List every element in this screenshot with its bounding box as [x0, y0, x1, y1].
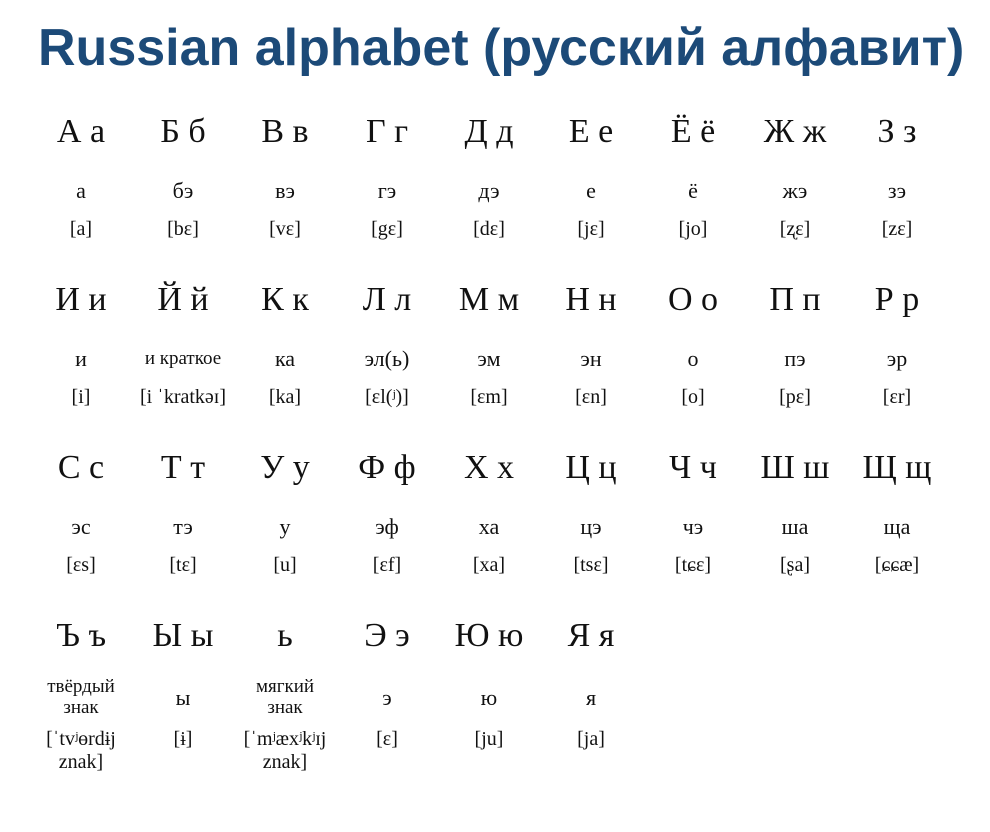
letter-name: цэ [580, 513, 602, 539]
letter-glyph: З з [877, 113, 917, 150]
letter-ipa: [tɕɛ] [674, 554, 712, 576]
letter-ipa: [a] [69, 218, 93, 240]
letter-glyph: Ц ц [565, 449, 617, 486]
letter-glyph: Д д [464, 113, 514, 150]
letter-glyph: Ю ю [454, 617, 524, 654]
letter-glyph: С с [57, 449, 105, 486]
letter-glyph: А а [56, 113, 106, 150]
letter-name: жэ [782, 177, 808, 203]
letter-ipa: [tɛ] [169, 554, 197, 576]
letter-glyph: Ъ ъ [55, 617, 107, 654]
letter-name: дэ [478, 177, 500, 203]
letter-cell-ze [846, 100, 948, 268]
letter-glyph: Л л [362, 281, 412, 318]
letter-cell-a [30, 100, 132, 268]
letter-glyph: Т т [160, 449, 206, 486]
letter-name: е [586, 177, 596, 203]
letter-glyph: У у [260, 449, 310, 486]
letter-cell-ye [540, 100, 642, 268]
letter-ipa: [ɨ] [173, 728, 193, 750]
letter-glyph: Х х [463, 449, 515, 486]
letter-ipa: [ɛl(ʲ)] [365, 386, 409, 408]
letter-glyph: Ж ж [763, 113, 827, 150]
letter-name: о [687, 345, 699, 371]
letter-cell-ya [540, 604, 642, 798]
letter-name: у [279, 513, 291, 539]
letter-name: э [382, 684, 392, 710]
letter-ipa: [ɛ] [376, 728, 398, 750]
letter-glyph: П п [769, 281, 821, 318]
letter-ipa: [gɛ] [371, 218, 403, 240]
letter-glyph: Ф ф [358, 449, 416, 486]
letter-name: ё [688, 177, 698, 203]
letter-name: бэ [172, 177, 194, 203]
letter-ipa: [ju] [474, 728, 504, 750]
letter-name: ю [480, 684, 498, 710]
alphabet-row [30, 604, 990, 798]
letter-glyph: ь [277, 617, 293, 654]
letter-cell-el [336, 268, 438, 436]
letter-ipa: [tsɛ] [573, 554, 609, 576]
letter-name: гэ [377, 177, 397, 203]
letter-glyph: О о [667, 281, 719, 318]
letter-name: и [75, 345, 87, 371]
letter-name: эс [71, 513, 91, 539]
letter-glyph: Ч ч [669, 449, 717, 486]
letter-cell-ve [234, 100, 336, 268]
letter-glyph: Й й [157, 281, 209, 318]
letter-name: ка [274, 345, 296, 371]
letter-name: тэ [173, 513, 193, 539]
letter-name: чэ [682, 513, 704, 539]
letter-ipa: [ɕɕæ] [874, 554, 920, 576]
letter-ipa: [ja] [577, 728, 605, 750]
letter-cell-kha [438, 436, 540, 604]
letter-glyph: Н н [565, 281, 617, 318]
letter-ipa: [jɛ] [577, 218, 605, 240]
letter-glyph: Г г [365, 113, 409, 150]
letter-name: ща [883, 513, 911, 539]
letter-ipa: [ka] [268, 386, 302, 408]
letter-name: вэ [275, 177, 295, 203]
letter-glyph: Э э [364, 617, 410, 654]
letter-glyph: Р р [874, 281, 920, 318]
letter-cell-sha [744, 436, 846, 604]
letter-cell-es [30, 436, 132, 604]
letter-name: эр [886, 345, 908, 371]
letter-ipa: [jo] [678, 218, 708, 240]
letter-glyph: Б б [160, 113, 206, 150]
letter-glyph: Ш ш [760, 449, 830, 486]
letter-glyph: Я я [567, 617, 615, 654]
letter-cell-em [438, 268, 540, 436]
letter-ipa: [ɛs] [66, 554, 96, 576]
letter-name: ша [781, 513, 809, 539]
letter-name: пэ [784, 345, 806, 371]
letter-cell-che [642, 436, 744, 604]
letter-ipa: [pɛ] [779, 386, 811, 408]
letter-cell-soft-sign [234, 604, 336, 798]
letter-glyph: В в [261, 113, 309, 150]
alphabet-row [30, 100, 990, 268]
letter-cell-be [132, 100, 234, 268]
letter-cell-u [234, 436, 336, 604]
letter-ipa: [xa] [472, 554, 506, 576]
letter-cell-yo [642, 100, 744, 268]
letter-name: ы [175, 684, 191, 710]
letter-ipa: [vɛ] [269, 218, 301, 240]
alphabet-row [30, 268, 990, 436]
letter-glyph: И и [55, 281, 107, 318]
letter-cell-ge [336, 100, 438, 268]
letter-ipa: [ˈmʲæxʲkʲɪj znak] [243, 728, 327, 773]
letter-glyph: Е е [568, 113, 614, 150]
letter-name: и краткое [144, 347, 222, 369]
letter-ipa: [u] [273, 554, 297, 576]
letter-glyph: К к [261, 281, 309, 318]
letter-name: эн [580, 345, 602, 371]
letter-cell-de [438, 100, 540, 268]
letter-ipa: [ˈtvʲɵrdɨj znak] [46, 728, 116, 773]
letter-ipa: [dɛ] [473, 218, 505, 240]
letter-name: эф [375, 513, 399, 539]
letter-glyph: Щ щ [862, 449, 932, 486]
letter-ipa: [i ˈkratkəɪ] [139, 386, 227, 408]
letter-ipa: [ɛn] [575, 386, 607, 408]
letter-cell-zhe [744, 100, 846, 268]
letter-name: зэ [887, 177, 907, 203]
letter-ipa: [ɛf] [372, 554, 402, 576]
letter-cell-e [336, 604, 438, 798]
letter-name: а [76, 177, 86, 203]
letter-glyph: Ы ы [152, 617, 214, 654]
letter-ipa: [bɛ] [167, 218, 199, 240]
letter-name: твёрдый знак [47, 676, 115, 718]
alphabet-row [30, 436, 990, 604]
letter-ipa: [ɛm] [470, 386, 508, 408]
letter-cell-yery [132, 604, 234, 798]
letter-ipa: [ɛr] [882, 386, 912, 408]
letter-cell-shcha [846, 436, 948, 604]
letter-cell-er [846, 268, 948, 436]
letter-ipa: [ʂa] [780, 554, 810, 576]
letter-glyph: Ё ё [670, 113, 716, 150]
letter-cell-i-kratkoye [132, 268, 234, 436]
alphabet-grid [30, 100, 990, 798]
letter-cell-o [642, 268, 744, 436]
letter-cell-en [540, 268, 642, 436]
letter-cell-tse [540, 436, 642, 604]
letter-name: эл(ь) [364, 345, 410, 371]
letter-ipa: [ʐɛ] [779, 218, 811, 240]
letter-ipa: [zɛ] [881, 218, 913, 240]
letter-cell-i [30, 268, 132, 436]
letter-name: эм [477, 345, 501, 371]
letter-glyph: М м [458, 281, 520, 318]
letter-cell-hard-sign [30, 604, 132, 798]
page-title: Russian alphabet (русский алфавит) [38, 19, 965, 77]
letter-name: мягкий знак [255, 676, 315, 718]
letter-name: ха [478, 513, 500, 539]
letter-ipa: [i] [71, 386, 91, 408]
letter-cell-pe [744, 268, 846, 436]
letter-ipa: [o] [681, 386, 705, 408]
letter-name: я [585, 684, 597, 710]
letter-cell-ef [336, 436, 438, 604]
letter-cell-ka [234, 268, 336, 436]
letter-cell-yu [438, 604, 540, 798]
letter-cell-te [132, 436, 234, 604]
